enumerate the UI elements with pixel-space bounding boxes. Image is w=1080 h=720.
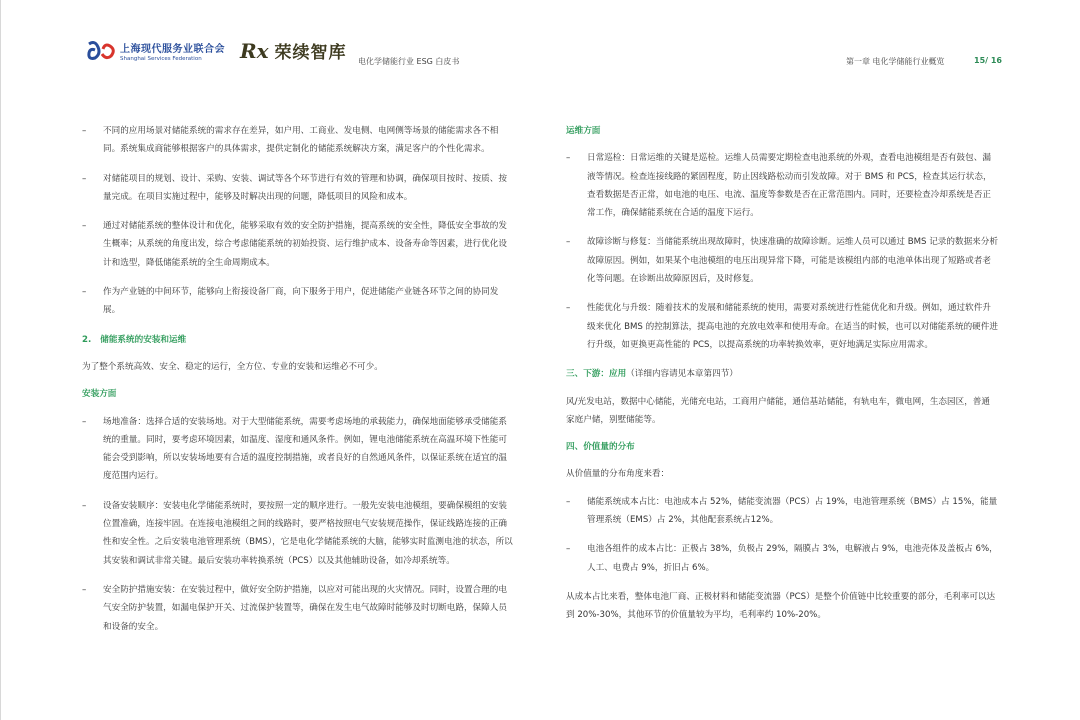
value-intro: 从价值量的分布角度来看：: [566, 469, 670, 480]
ops-heading: 运维方面: [566, 126, 601, 136]
federation-logo-icon: [86, 40, 116, 62]
page-number: 15/ 16: [974, 56, 1002, 65]
list-item: – 场地准备：选择合适的安装场地。对于大型储能系统，需要考虑场地的承载能力，确保地面能够承受储能系统的重量。同时，要考虑环境因素，如温度、湿度和通风条件。例如，锂电池储能系统在高温环境下性能可能会受到影响，所以安装场地要有合适的温度控制措施，或者良好的自然通风条件，以保证系统在适宜的温度范围内运行。: [82, 416, 507, 482]
page-edge-line: [0, 0, 1, 720]
brand-mark: Rx: [240, 38, 269, 63]
federation-name-en: Shanghai Services Federation: [120, 56, 202, 62]
list-item: – 作为产业链的中间环节，能够向上衔接设备厂商，向下服务于用户，促进储能产业链各环节之间的协同发展。: [82, 287, 499, 316]
section-2-intro: 为了整个系统高效、安全、稳定的运行，全方位、专业的安装和运维必不可少。: [82, 361, 383, 372]
list-item: – 电池各组件的成本占比：正极占 38%，负极占 29%，隔膜占 3%，电解液占 9%，电池壳体及盖板占 6%，人工、电费占 9%，折旧占 6%。: [566, 544, 998, 573]
chapter-title: 第一章 电化学储能行业概览: [846, 57, 945, 66]
list-item: – 不同的应用场景对储能系统的需求存在差异，如户用、工商业、发电侧、电网侧等场景的储能需求各不相同。系统集成商能够根据客户的具体需求，提供定制化的储能系统解决方案，满足客户的个性化需求。: [82, 126, 499, 155]
brand-name: 荣续智库: [274, 43, 347, 63]
value-heading: 四、价值量的分布: [566, 442, 635, 453]
document-title: 电化学储能行业 ESG 白皮书: [358, 57, 460, 66]
section-2-heading: 2. 储能系统的安装和运维: [82, 334, 187, 345]
list-item: – 故障诊断与修复：当储能系统出现故障时，快速准确的故障诊断。运维人员可以通过 BMS 记录的数据来分析故障原因。例如，如果某个电池模组的电压出现异常下降，可能是该模组内部的电池单体出现了短路或者老化等问题。在诊断出故障原因后，及时修复。: [566, 237, 998, 285]
list-item: – 性能优化与升级：随着技术的发展和储能系统的使用，需要对系统进行性能优化和升级。例如，通过软件升级来优化 BMS 的控制算法，提高电池的充放电效率和使用寿命。在适当的时候，也可以对储能系统的硬件进行升级，如更换更高性能的 PCS，以提高系统的功率转换效率，更好地满足实际应用需求。: [566, 303, 998, 350]
list-item: – 储能系统成本占比：电池成本占 52%，储能变流器（PCS）占 19%，电池管理系统（BMS）占 15%，能量管理系统（EMS）占 2%，其他配套系统占12%。: [566, 496, 998, 526]
page-header: [0, 0, 1080, 80]
list-item: – 安全防护措施安装：在安装过程中，做好安全防护措施，以应对可能出现的火灾情况。同时，设置合理的电气安全防护装置，如漏电保护开关、过流保护装置等，确保在发生电气故障时能够及时切断电路，保障人员和设备的安全。: [82, 584, 507, 632]
downstream-heading: 三、下游：应用（详细内容请见本章第四节）: [566, 369, 738, 380]
list-item: – 设备安装顺序：安装电化学储能系统时，要按照一定的顺序进行。一般先安装电池模组，要确保模组的安装位置准确，连接牢固。在连接电池模组之间的线路时，要严格按照电气安装规范操作，保证线路连接的正确性和安全性。之后安装电池管理系统（BMS），它是电化学储能系统的大脑，能够实时监测电池的状态，所以其安装和调试非常关键。最后安装功率转换系统（PCS）以及其他辅助设备，如冷却系统等。: [82, 500, 513, 566]
install-heading: 安装方面: [82, 389, 117, 400]
list-item: – 对储能项目的规划、设计、采购、安装、调试等各个环节进行有效的管理和协调，确保项目按时、按质、按量完成。在项目实施过程中，能够及时解决出现的问题，降低项目的风险和成本。: [82, 173, 507, 202]
value-conclusion: 从成本占比来看，整体电池厂商、正极材料和储能变流器（PCS）是整个价值链中比较重要的部分，毛利率可以达到 20%-30%，其他环节的价值量较为平均，毛利率约 10%-20%。: [566, 591, 996, 621]
downstream-text: 风/光发电站，数据中心储能，光储充电站，工商用户储能，通信基站储能，有轨电车，微电网，生态园区，普通家庭户储，别墅储能等。: [566, 396, 990, 425]
federation-name-cn: 上海现代服务业联合会: [120, 44, 225, 55]
right-column: [566, 122, 998, 634]
list-item: – 日常巡检：日常运维的关键是巡检。运维人员需要定期检查电池系统的外观，查看电池模组是否有鼓包、漏液等情况。检查连接线路的紧固程度，防止因线路松动而引发故障。对于 BMS 和 PCS，检查其运行状态，查看数据是否正常，如电池的电压、电流、温度等参数是否在正常范围内。同时，还要检查冷却系统是否正常工作，确保储能系统在合适的温度下运行。: [566, 153, 992, 219]
list-item: – 通过对储能系统的整体设计和优化，能够采取有效的安全防护措施，提高系统的安全性，降低安全事故的发生概率；从系统的角度出发，综合考虑储能系统的初始投资、运行维护成本、设备寿命等因素，进行优化设计和选型，降低储能系统的全生命周期成本。: [82, 221, 507, 268]
federation-logo: [86, 40, 225, 62]
left-column: [82, 122, 514, 647]
brand-logo: [240, 38, 347, 63]
